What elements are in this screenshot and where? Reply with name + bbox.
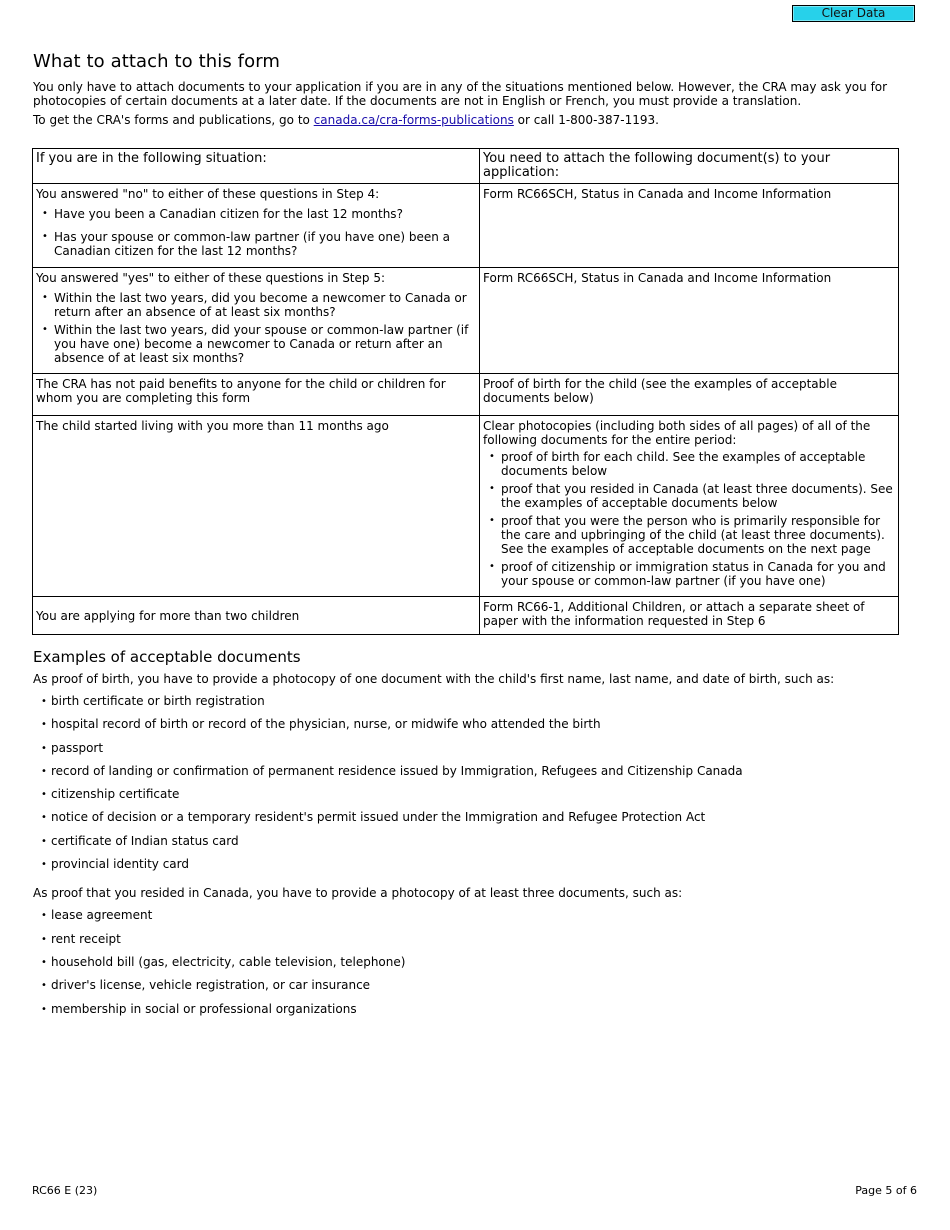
list-item: • Have you been a Canadian citizen for the last 12 months? — [54, 207, 476, 221]
bullet-list — [483, 450, 895, 588]
residence-proof-list — [33, 908, 913, 1024]
birth-proof-list — [33, 694, 913, 880]
list-item: • household bill (gas, electricity, cable television, telephone) — [51, 955, 913, 978]
bullet-list — [36, 207, 476, 258]
list-item: • proof of citizenship or immigration status in Canada for you and your spouse or common-law partner (if you have one) — [501, 560, 895, 588]
page-title: What to attach to this form — [33, 51, 281, 72]
residence-proof-intro: As proof that you resided in Canada, you have to provide a photocopy of at least three documents, such as: — [33, 886, 683, 901]
forms-info-suffix: or call 1-800-387-1193. — [513, 113, 659, 127]
list-item: • Has your spouse or common-law partner (if you have one) been a Canadian citizen for the last 12 months? — [54, 230, 476, 258]
list-item: • hospital record of birth or record of the physician, nurse, or midwife who attended the birth — [51, 717, 913, 740]
list-item: • citizenship certificate — [51, 787, 913, 810]
list-item: • Within the last two years, did your spouse or common-law partner (if you have one) become a newcomer to Canada or return after an absence of at least six months? — [54, 323, 476, 365]
situation-cell — [33, 184, 480, 268]
list-item: • record of landing or confirmation of permanent residence issued by Immigration, Refugees and Citizenship Canada — [51, 764, 913, 787]
document-text: Form RC66SCH, Status in Canada and Income Information — [483, 271, 832, 285]
situation-text: You answered "yes" to either of these questions in Step 5: — [36, 271, 386, 285]
document-text: Form RC66-1, Additional Children, or attach a separate sheet of paper with the information requested in Step 6 — [483, 600, 865, 628]
situation-text: You answered "no" to either of these questions in Step 4: — [36, 187, 380, 201]
documents-header: You need to attach the following document(s) to your application: — [480, 149, 899, 184]
clear-data-button[interactable]: Clear Data — [792, 5, 915, 22]
list-item: • certificate of Indian status card — [51, 834, 913, 857]
document-cell — [480, 184, 899, 268]
table-header-row — [33, 149, 899, 184]
list-item: • notice of decision or a temporary resident's permit issued under the Immigration and Refugee Protection Act — [51, 810, 913, 833]
list-item: • proof that you resided in Canada (at least three documents). See the examples of acceptable documents below — [501, 482, 895, 510]
situation-text: You are applying for more than two children — [36, 608, 300, 623]
intro-paragraph: You only have to attach documents to your application if you are in any of the situations mentioned below. However, the CRA may ask you for photocopies of certain documents at a later date. If the documents are not in English or French, you must provide a translation. — [33, 80, 888, 108]
document-text: Clear photocopies (including both sides of all pages) of all of the following documents for the entire period: — [483, 419, 871, 447]
page-number: Page 5 of 6 — [855, 1184, 917, 1197]
forms-info-paragraph — [33, 113, 913, 127]
list-item: • driver's license, vehicle registration, or car insurance — [51, 978, 913, 1001]
list-item: • proof that you were the person who is primarily responsible for the care and upbringing of the child (at least three documents). See the examples of acceptable documents on the next page — [501, 514, 895, 556]
intro-section — [33, 80, 913, 132]
table-row — [33, 268, 899, 374]
situation-text: The CRA has not paid benefits to anyone for the child or children for whom you are completing this form — [36, 377, 446, 405]
list-item: • birth certificate or birth registration — [51, 694, 913, 717]
situation-cell — [33, 416, 480, 597]
document-text: Form RC66SCH, Status in Canada and Income Information — [483, 187, 832, 201]
situation-cell — [33, 268, 480, 374]
document-cell — [480, 268, 899, 374]
document-text: Proof of birth for the child (see the examples of acceptable documents below) — [483, 377, 837, 405]
document-cell — [480, 597, 899, 635]
form-identifier: RC66 E (23) — [32, 1184, 98, 1197]
table-row — [33, 184, 899, 268]
document-cell — [480, 416, 899, 597]
list-item: • membership in social or professional organizations — [51, 1002, 913, 1025]
situation-header: If you are in the following situation: — [33, 149, 480, 184]
examples-heading: Examples of acceptable documents — [33, 648, 301, 666]
list-item: • lease agreement — [51, 908, 913, 931]
cra-forms-link[interactable]: canada.ca/cra-forms-publications — [313, 113, 514, 127]
table-row — [33, 597, 899, 635]
table-row — [33, 374, 899, 416]
forms-info-prefix: To get the CRA's forms and publications, go to — [33, 113, 314, 127]
examples-section — [33, 672, 913, 1031]
situation-cell — [33, 597, 480, 635]
situation-cell — [33, 374, 480, 416]
list-item: • provincial identity card — [51, 857, 913, 880]
document-cell — [480, 374, 899, 416]
list-item: • passport — [51, 741, 913, 764]
situation-text: The child started living with you more than 11 months ago — [36, 419, 389, 433]
list-item: • proof of birth for each child. See the examples of acceptable documents below — [501, 450, 895, 478]
bullet-list — [36, 291, 476, 365]
table-row — [33, 416, 899, 597]
list-item: • Within the last two years, did you become a newcomer to Canada or return after an absence of at least six months? — [54, 291, 476, 319]
attachment-requirements-table — [32, 148, 899, 635]
list-item: • rent receipt — [51, 932, 913, 955]
birth-proof-intro: As proof of birth, you have to provide a photocopy of one document with the child's first name, last name, and date of birth, such as: — [33, 672, 835, 686]
